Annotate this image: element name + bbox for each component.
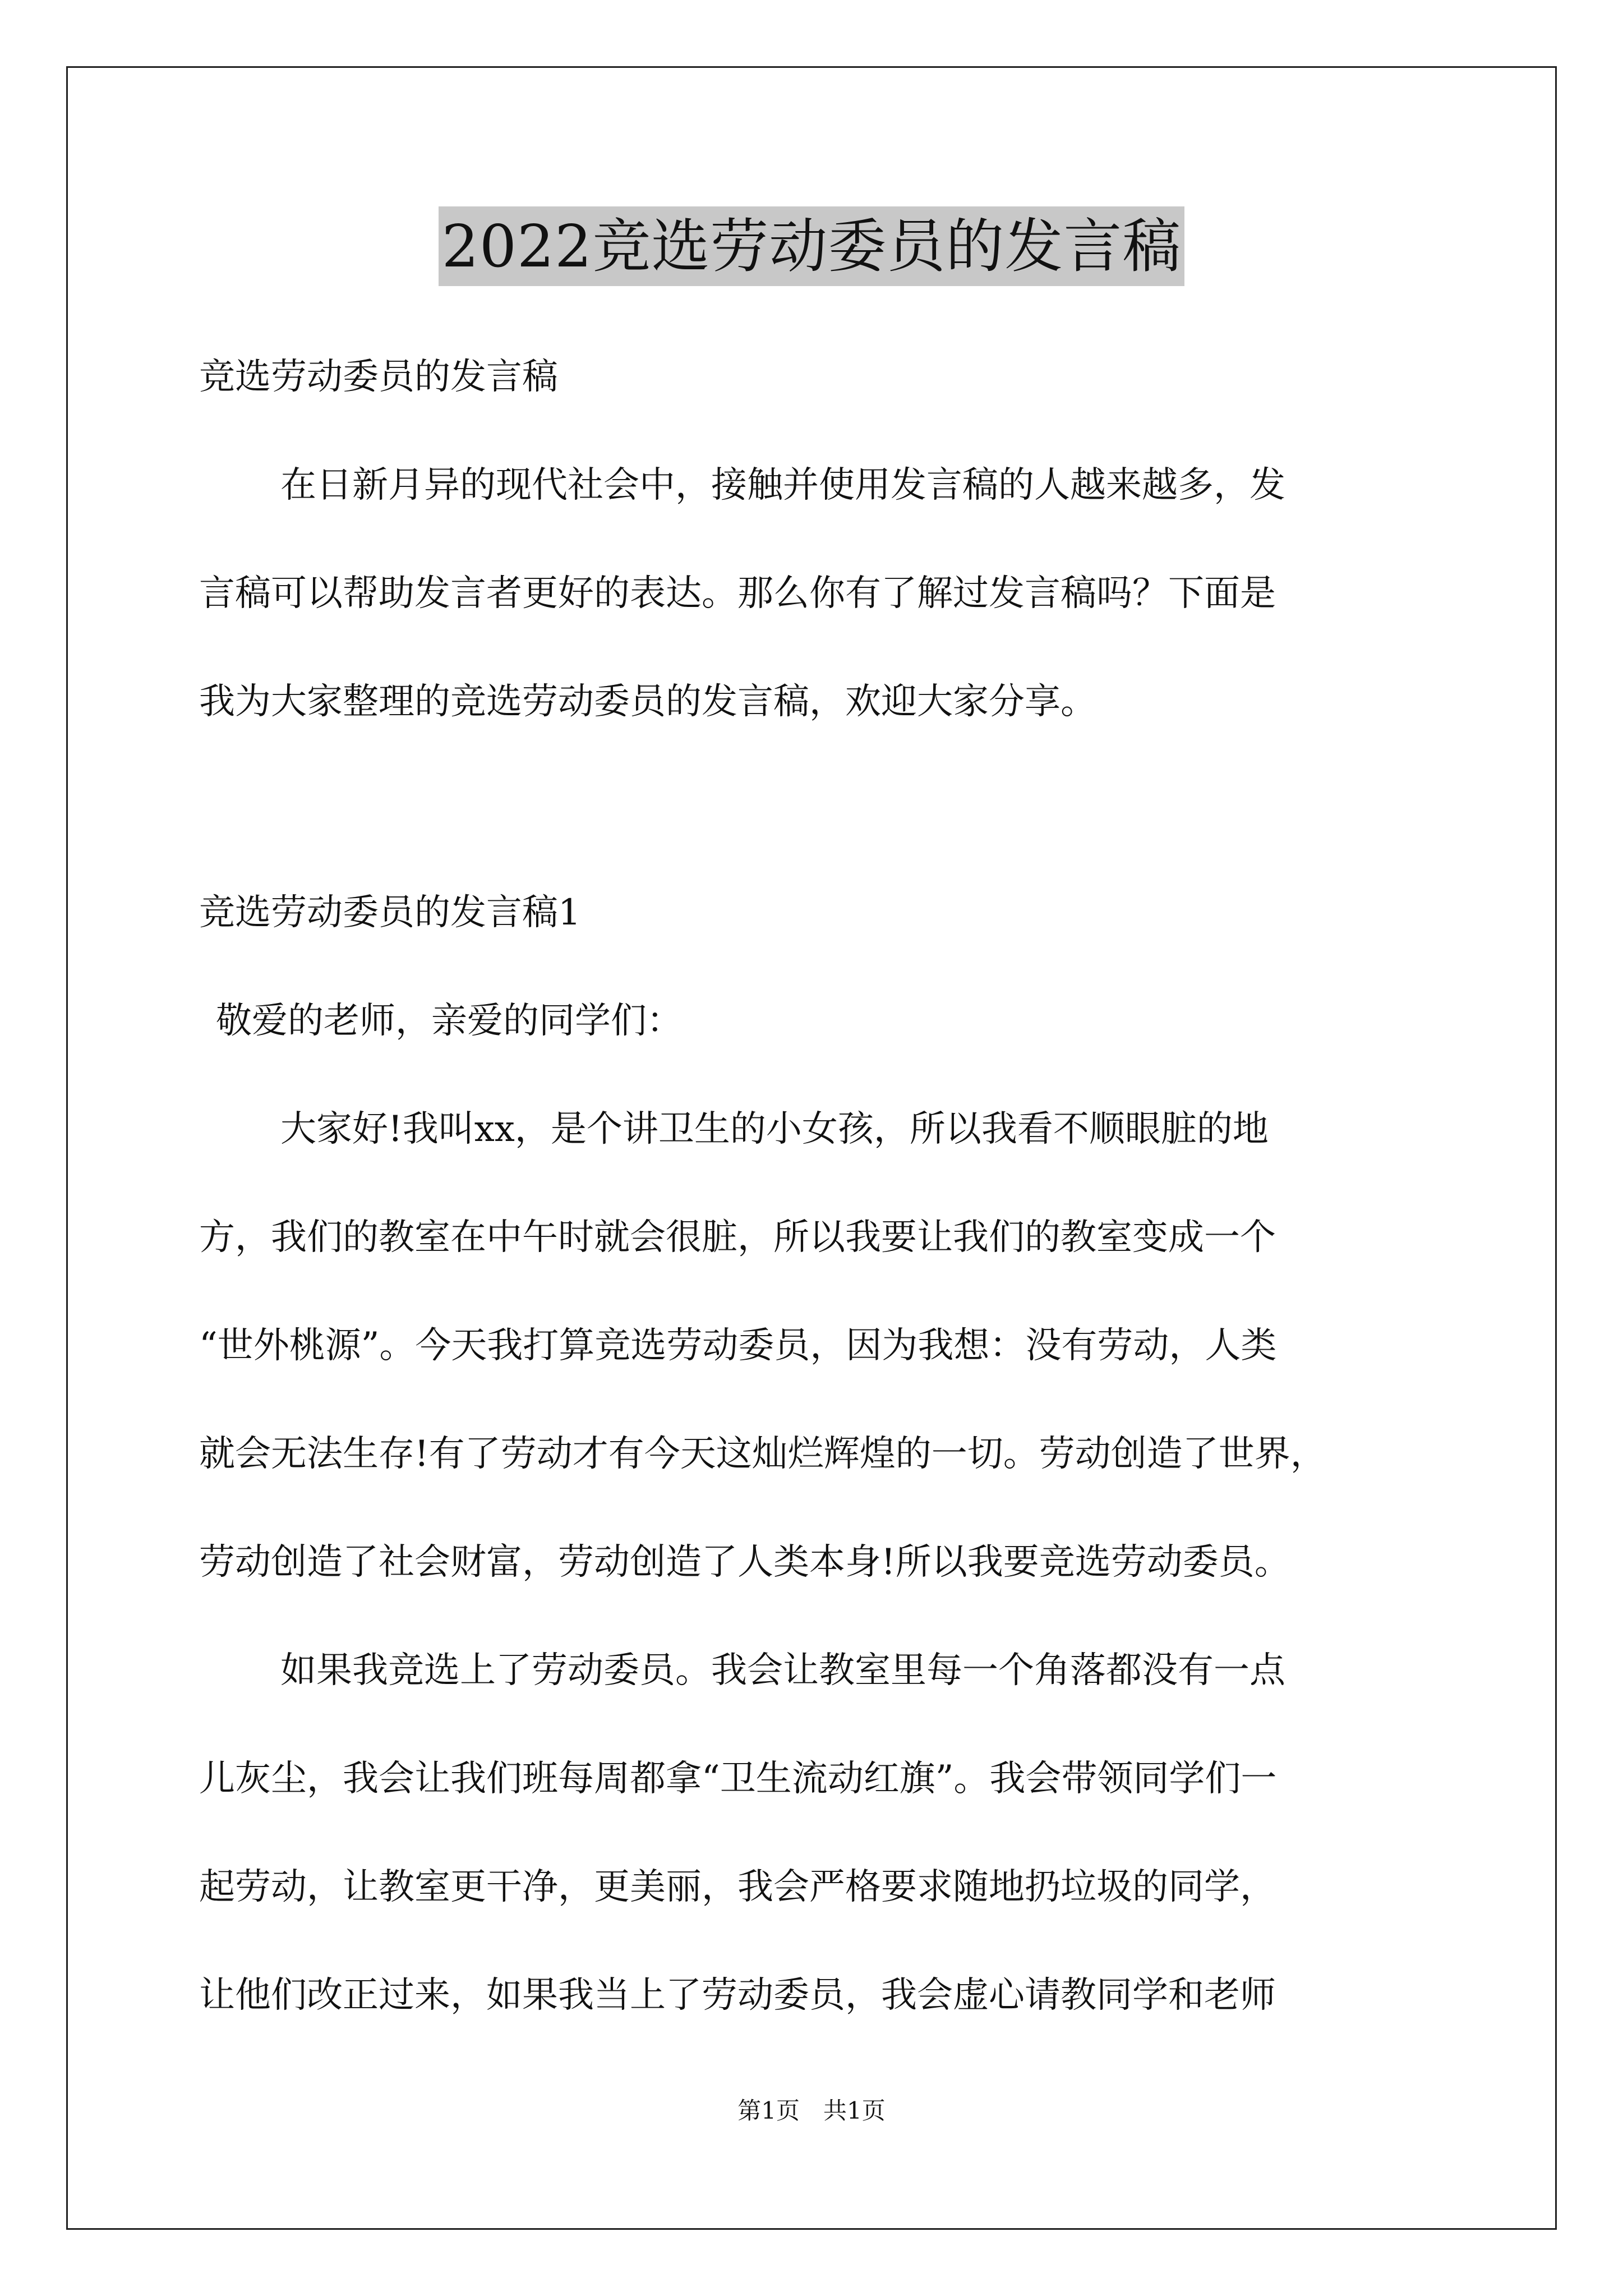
title-container — [0, 206, 1623, 286]
paragraph-3-line-1: 如果我竞选上了劳动委员。我会让教室里每一个角落都没有一点 — [280, 1650, 1285, 1691]
paragraph-1-line-2: 言稿可以帮助发言者更好的表达。那么你有了解过发言稿吗？下面是 — [199, 573, 1276, 614]
document-title: 2022竞选劳动委员的发言稿 — [439, 206, 1185, 286]
section-heading-1: 竞选劳动委员的发言稿1 — [199, 892, 581, 933]
paragraph-2-line-1: 大家好!我叫xx，是个讲卫生的小女孩，所以我看不顺眼脏的地 — [280, 1108, 1269, 1150]
paragraph-2-line-4: 就会无法生存!有了劳动才有今天这灿烂辉煌的一切。劳动创造了世界， — [199, 1433, 1326, 1475]
paragraph-3-line-3: 起劳动，让教室更干净，更美丽，我会严格要求随地扔垃圾的同学， — [199, 1866, 1276, 1908]
page-number-footer: 第1页 共1页 — [737, 2097, 886, 2124]
paragraph-1-line-3: 我为大家整理的竞选劳动委员的发言稿，欢迎大家分享。 — [199, 681, 1096, 723]
paragraph-2-line-5: 劳动创造了社会财富，劳动创造了人类本身!所以我要竞选劳动委员。 — [199, 1542, 1290, 1583]
salutation-line: 敬爱的老师，亲爱的同学们： — [216, 1000, 683, 1042]
paragraph-2-line-3: “世外桃源”。今天我打算竞选劳动委员，因为我想：没有劳动，人类 — [199, 1325, 1277, 1366]
paragraph-3-line-2: 儿灰尘，我会让我们班每周都拿“卫生流动红旗”。我会带领同学们一 — [199, 1758, 1277, 1800]
paragraph-2-line-2: 方，我们的教室在中午时就会很脏，所以我要让我们的教室变成一个 — [199, 1217, 1276, 1258]
paragraph-1-line-1: 在日新月异的现代社会中，接触并使用发言稿的人越来越多，发 — [280, 464, 1285, 506]
subtitle-line: 竞选劳动委员的发言稿 — [199, 356, 558, 398]
paragraph-3-line-4: 让他们改正过来，如果我当上了劳动委员，我会虚心请教同学和老师 — [199, 1975, 1276, 2016]
